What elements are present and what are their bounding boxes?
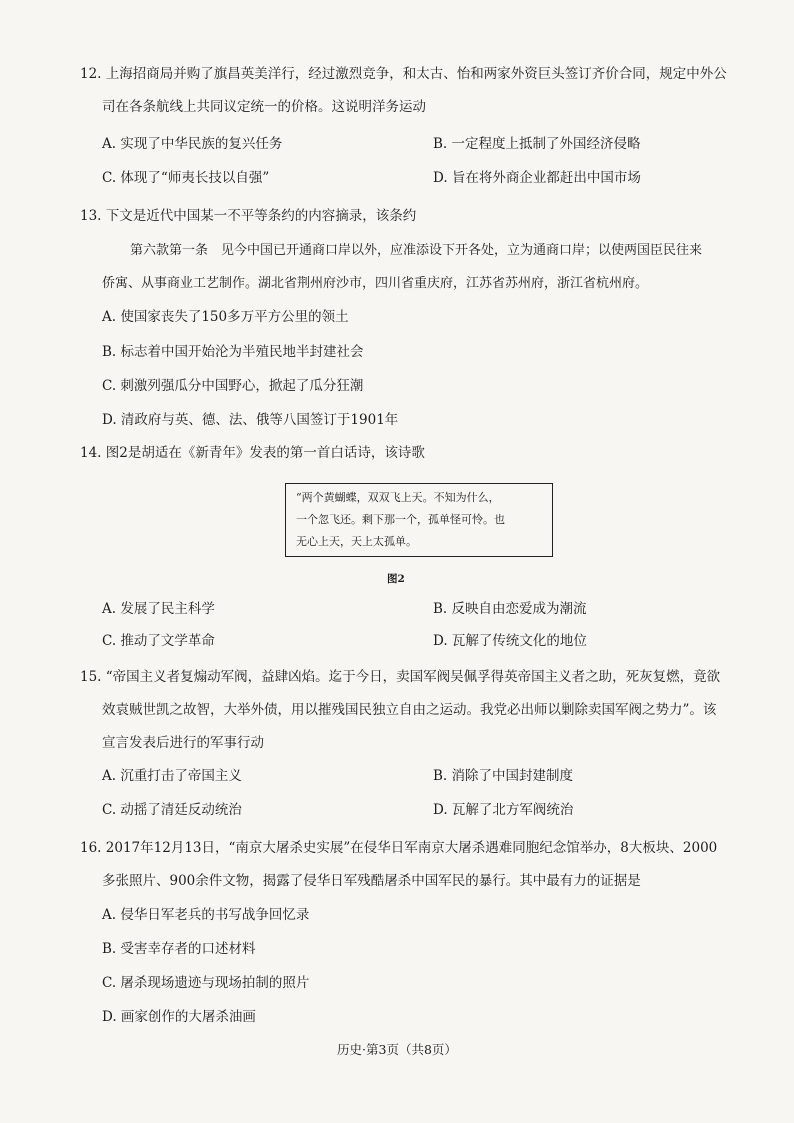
question-16-line1 bbox=[80, 832, 750, 865]
option-d-label[interactable]: D. 画家创作的大屠杀油画 bbox=[102, 1009, 256, 1025]
question-13-line1 bbox=[80, 200, 740, 233]
question-12-line1 bbox=[80, 58, 740, 91]
question-15 bbox=[80, 661, 750, 760]
option-d[interactable]: D. 瓦解了传统文化的地位 bbox=[433, 633, 587, 649]
question-14 bbox=[80, 437, 740, 470]
option-b[interactable]: B. 消除了中国封建制度 bbox=[433, 768, 574, 784]
figure-caption: 图2 bbox=[387, 573, 405, 585]
treaty-quote-line2: 侨寓、从事商业工艺制作。湖北省荆州府沙市，四川省重庆府，江苏省苏州府，浙江省杭州府。 bbox=[102, 276, 649, 291]
option-a[interactable]: A. 发展了民主科学 bbox=[102, 601, 215, 617]
question-number: 15. bbox=[80, 669, 102, 685]
question-15-line1 bbox=[80, 661, 750, 694]
option-c[interactable]: C. 动摇了清廷反动统治 bbox=[102, 802, 242, 818]
question-14-options-row1 bbox=[102, 595, 752, 623]
option-b bbox=[102, 338, 752, 366]
option-b bbox=[102, 935, 752, 963]
question-13-stem: 下文是近代中国某一不平等条约的内容摘录，该条约 bbox=[105, 208, 417, 224]
question-12-options-row1 bbox=[102, 130, 752, 158]
option-b-label[interactable]: B. 标志着中国开始沦为半殖民地半封建社会 bbox=[102, 344, 364, 360]
option-a[interactable]: A. 实现了中华民族的复兴任务 bbox=[102, 136, 283, 152]
question-16-stem: 2017年12月13日，“南京大屠杀史实展”在侵华日军南京大屠杀遇难同胞纪念馆举办，8大板块、2000 bbox=[105, 840, 718, 856]
question-14-options-row2 bbox=[102, 627, 752, 655]
option-c bbox=[102, 969, 752, 997]
question-15-line2: 效袁贼世凯之故智，大举外债，用以摧残国民独立自由之运动。我党必出师以剿除卖国军阀之势力”。该 bbox=[102, 702, 717, 718]
option-b[interactable]: B. 反映自由恋爱成为潮流 bbox=[433, 601, 587, 617]
question-15-line3: 宣言发表后进行的军事行动 bbox=[102, 735, 264, 751]
poem-line3: 无心上天，天上太孤单。 bbox=[296, 535, 417, 548]
question-12-options-row2 bbox=[102, 164, 752, 192]
option-d bbox=[102, 1003, 752, 1031]
treaty-quote bbox=[102, 234, 762, 300]
poem-line2: 一个忽飞还。剩下那一个，孤单怪可怜。也 bbox=[296, 513, 505, 526]
question-14-stem: 图2是胡适在《新青年》发表的第一首白话诗，该诗歌 bbox=[105, 445, 425, 461]
option-b-label[interactable]: B. 受害幸存者的口述材料 bbox=[102, 941, 256, 957]
option-c-label[interactable]: C. 屠杀现场遗迹与现场拍制的照片 bbox=[102, 975, 310, 991]
question-12-stem: 上海招商局并购了旗昌英美洋行，经过激烈竞争，和太古、怡和两家外资巨头签订齐价合同，规定中外公 bbox=[105, 66, 727, 82]
option-c bbox=[102, 372, 752, 400]
option-b[interactable]: B. 一定程度上抵制了外国经济侵略 bbox=[433, 136, 641, 152]
question-number: 12. bbox=[80, 66, 102, 82]
option-a-label[interactable]: A. 使国家丧失了150多万平方公里的领土 bbox=[102, 309, 349, 325]
option-a bbox=[102, 303, 752, 331]
poem-figure bbox=[285, 483, 553, 557]
question-15-options-row2 bbox=[102, 796, 752, 824]
option-d-label[interactable]: D. 清政府与英、德、法、俄等八国签订于1901年 bbox=[102, 412, 399, 428]
option-c[interactable]: C. 体现了“师夷长技以自强” bbox=[102, 170, 270, 186]
option-a bbox=[102, 901, 752, 929]
treaty-quote-line1: 第六款第一条 见今中国已开通商口岸以外，应准添设下开各处，立为通商口岸；以使两国臣民往来 bbox=[130, 243, 703, 258]
option-c-label[interactable]: C. 刺激列强瓜分中国野心，掀起了瓜分狂潮 bbox=[102, 378, 364, 394]
question-12 bbox=[80, 58, 740, 124]
question-16 bbox=[80, 832, 750, 898]
question-13 bbox=[80, 200, 740, 233]
option-d[interactable]: D. 旨在将外商企业都赶出中国市场 bbox=[433, 170, 641, 186]
option-a-label[interactable]: A. 侵华日军老兵的书写战争回忆录 bbox=[102, 907, 310, 923]
question-number: 16. bbox=[80, 840, 102, 856]
option-d bbox=[102, 406, 752, 434]
question-15-stem: “帝国主义者复煽动军阀，益肆凶焰。迄于今日，卖国军阀吴佩孚得英帝国主义者之助，死灰复燃，竟欲 bbox=[105, 669, 721, 685]
poem-line1: “两个黄蝴蝶，双双飞上天。不知为什么， bbox=[296, 491, 500, 504]
question-16-line2: 多张照片、900余件文物，揭露了侵华日军残酷屠杀中国军民的暴行。其中最有力的证据是 bbox=[102, 873, 641, 889]
question-number: 14. bbox=[80, 445, 102, 461]
question-12-line2: 司在各条航线上共同议定统一的价格。这说明洋务运动 bbox=[102, 99, 426, 115]
question-15-options-row1 bbox=[102, 762, 752, 790]
option-d[interactable]: D. 瓦解了北方军阀统治 bbox=[433, 802, 574, 818]
question-number: 13. bbox=[80, 208, 102, 224]
page-footer: 历史·第3页（共8页） bbox=[337, 1042, 457, 1057]
option-c[interactable]: C. 推动了文学革命 bbox=[102, 633, 215, 649]
question-14-line1 bbox=[80, 437, 740, 470]
option-a[interactable]: A. 沉重打击了帝国主义 bbox=[102, 768, 242, 784]
